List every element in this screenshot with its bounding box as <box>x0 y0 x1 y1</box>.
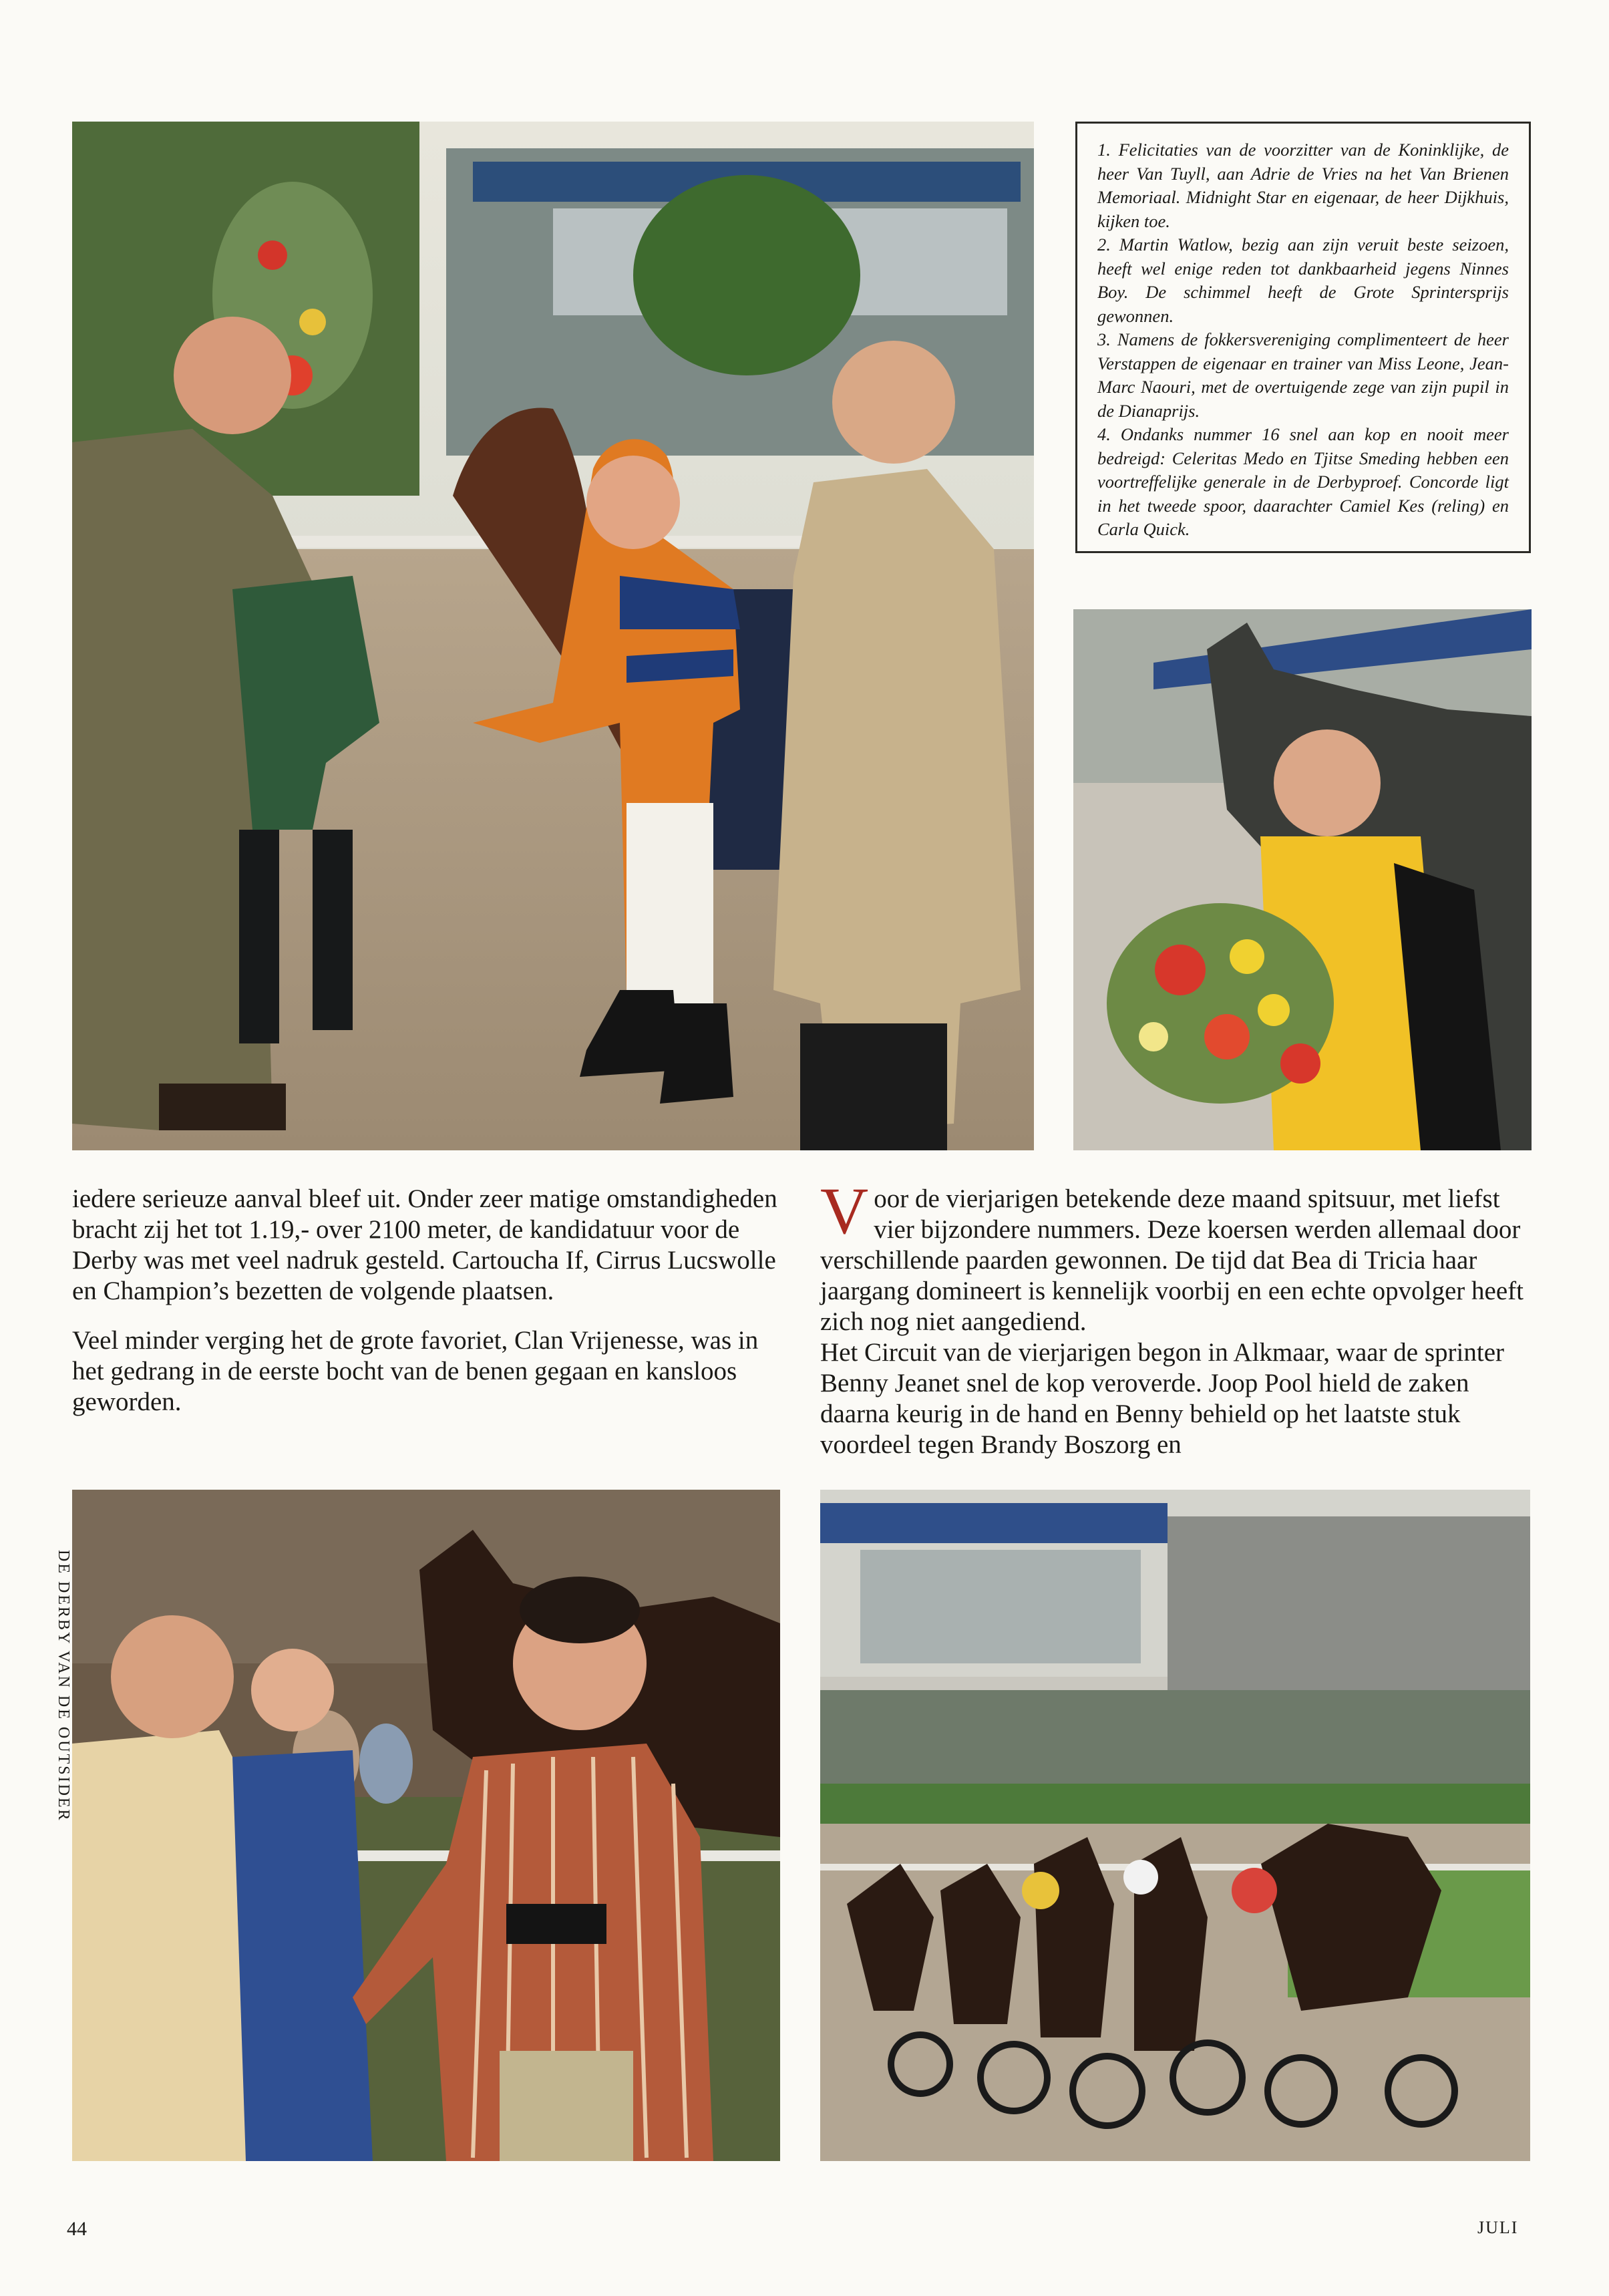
caption-1: 1. Felicitaties van de voorzitter van de Koninklijke, de heer Van Tuyll, aan Adrie de Vries na het Van Brienen Memoriaal. Midnight Star en eigenaar, de heer Dijkhuis, kijken toe. <box>1097 140 1509 231</box>
month-label: JULI <box>1477 2218 1519 2237</box>
photo-presentation-ceremony <box>72 122 1034 1150</box>
page-number: 44 <box>67 2218 87 2240</box>
right-paragraph-2-text: Het Circuit van de vierjarigen begon in Alkmaar, waar de sprinter Benny Jeanet snel de kop veroverde. Joop Pool hield de zaken daarna keurig in de hand en Benny behield op het laatste stuk voordeel tegen Brandy Boszorg en <box>820 1338 1504 1459</box>
caption-2: 2. Martin Watlow, bezig aan zijn veruit beste seizoen, heeft wel enige reden tot dankbaarheid jegens Ninnes Boy. De schimmel heeft de Grote Sprintersprijs gewonnen. <box>1097 234 1509 326</box>
side-running-title: DE DERBY VAN DE OUTSIDER <box>55 1550 72 1822</box>
caption-4: 4. Ondanks nummer 16 snel aan kop en nooit meer bedreigd: Celeritas Medo en Tjitse Smeding hebben een voortreffelijke generale in de Derbyproef. Concorde ligt in het tweede spoor, daarachter Camiel Kes (reling) en Carla Quick. <box>1097 424 1509 539</box>
drop-cap: V <box>820 1174 869 1248</box>
photo-harness-race <box>820 1490 1530 2161</box>
left-paragraph-2: Veel minder verging het de grote favoriet, Clan Vrijenesse, was in het gedrang in de eerste bocht van de benen gegaan en kansloos geworden. <box>72 1326 759 1416</box>
photo-handshake-trophy <box>72 1490 780 2161</box>
body-text-right-column <box>820 1174 1530 1479</box>
right-paragraph-1-text: oor de vierjarigen betekende deze maand spitsuur, met liefst vier bijzondere nummers. Deze koersen werden allemaal door verschillende paarden gewonnen. De tijd dat Bea di Tricia haar jaargang domineert is kennelijk voorbij en een echte opvolger heeft zich nog niet aangediend. <box>820 1184 1524 1336</box>
caption-3: 3. Namens de fokkersvereniging complimenteert de heer Verstappen de eigenaar en trainer van Miss Leone, Jean-Marc Naouri, met de overtuigende zege van zijn pupil in de Dianaprijs. <box>1097 329 1509 421</box>
body-text-left-column <box>72 1184 780 1436</box>
caption-box <box>1075 122 1531 553</box>
photo-driver-with-bouquet <box>1073 609 1532 1150</box>
left-paragraph-1: iedere serieuze aanval bleef uit. Onder zeer matige omstandigheden bracht zij het tot 1.19,- over 2100 meter, de kandidatuur voor de Derby was met veel nadruk gesteld. Cartoucha If, Cirrus Lucswolle en Champion’s bezetten de volgende plaatsen. <box>72 1184 777 1305</box>
right-paragraph-1 <box>820 1174 1530 1460</box>
